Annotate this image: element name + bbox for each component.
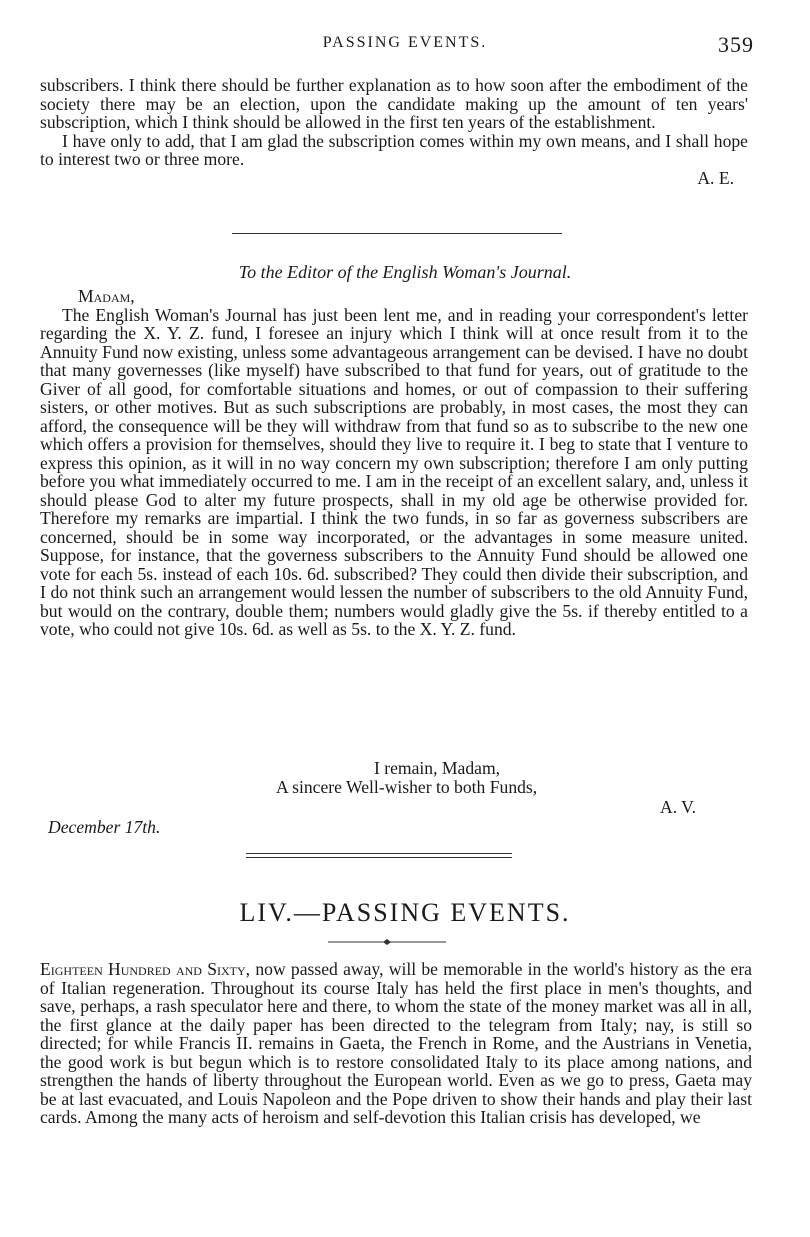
double-rule-top: [246, 853, 512, 854]
section-lead: Eighteen Hundred and Sixty,: [40, 959, 251, 979]
section-body-text: now passed away, will be memorable in the world's history as the era of Italian regeneration. Throughout its course Italy has held the first place in men's thoughts, and save, perhaps, a rash speculator here and there, to whom the state of the money market was all in all, the first glance at the daily paper has been directed to the telegram from Italy; nay, is still so directed; for while Francis II. remains in Gaeta, the French in Rome, and the Austrians in Venetia, the good work is but begun which is to restore consolidated Italy to its place among nations, and strengthen the hands of liberty throughout the European world. Even as we go to press, Gaeta may be at last evacuated, and Louis Napoleon and the Pope driven to show their hands and play their last cards. Among the many acts of heroism and self-devotion this Italian crisis has developed, we: [40, 959, 752, 1127]
passing-events-section: [40, 960, 752, 1127]
page-header: [0, 32, 810, 58]
ornament-rule: [328, 938, 446, 946]
letter-av: [40, 287, 748, 639]
letter-ae-para-1: subscribers. I think there should be further explanation as to how soon after the embodiment of the society there may be an election, upon the candidate making up the amount of ten years' subscription, which I think should be allowed in the first ten years of the establishment.: [40, 75, 748, 132]
signature-av: A. V.: [660, 797, 697, 817]
letter-date: December 17th.: [48, 817, 161, 837]
letter-heading: To the Editor of the English Woman's Journal.: [238, 262, 572, 282]
page-number: 359: [718, 32, 754, 57]
letter-ae-para-2: I have only to add, that I am glad the subscription comes within my own means, and I shall hope to interest two or three more.: [40, 130, 748, 169]
letter-av-body: The English Woman's Journal has just been lent me, and in reading your correspondent's letter regarding the X. Y. Z. fund, I foresee an injury which I think will at once result from it to the Annuity Fund now existing, unless some advantageous arrangement can be devised. I have no doubt that many governesses (like myself) have subscribed to that fund for years, out of gratitude to the Giver of all good, for comfortable situations and homes, or out of compassion to their suffering sisters, or other motives. But as such subscriptions are probably, in most cases, the most they can afford, the consequence will be they will withdraw from that fund so as to subscribe to the new one which offers a provision for themselves, should they live to require it. I beg to state that I venture to express this opinion, as it will in no way concern my own subscription; therefore I am only putting before you what immediately occurred to me. I am in the receipt of an excellent salary, and, unless it should please God to alter my future prospects, shall in my old age be otherwise provided for. Therefore my remarks are impartial. I think the two funds, in so far as governess subscribers are concerned, should be in some way incorporated, or the advantages in some measure united. Suppose, for instance, that the governess subscribers to the Annuity Fund should be allowed one vote for each 5s. instead of each 10s. 6d. subscribed? They could then divide their subscription, and I do not think such an arrangement would lessen the number of subscribers to the old Annuity Fund, but would on the contrary, double them; numbers would gladly give the 5s. if thereby entitled to a vote, who could not give 10s. 6d. as well as 5s. to the X. Y. Z. fund.: [40, 304, 748, 639]
letter-ae: [40, 76, 748, 187]
section-title: LIV.—PASSING EVENTS.: [239, 898, 571, 927]
salutation: Madam,: [78, 286, 135, 306]
divider-rule: [232, 233, 562, 234]
closing-line-2: A sincere Well-wisher to both Funds,: [276, 777, 538, 797]
double-rule-bottom: [246, 857, 512, 858]
running-head: PASSING EVENTS.: [322, 34, 488, 51]
section-body: [40, 960, 752, 1127]
closing-line-1: I remain, Madam,: [374, 758, 501, 778]
signature-ae: A. E.: [697, 167, 734, 188]
